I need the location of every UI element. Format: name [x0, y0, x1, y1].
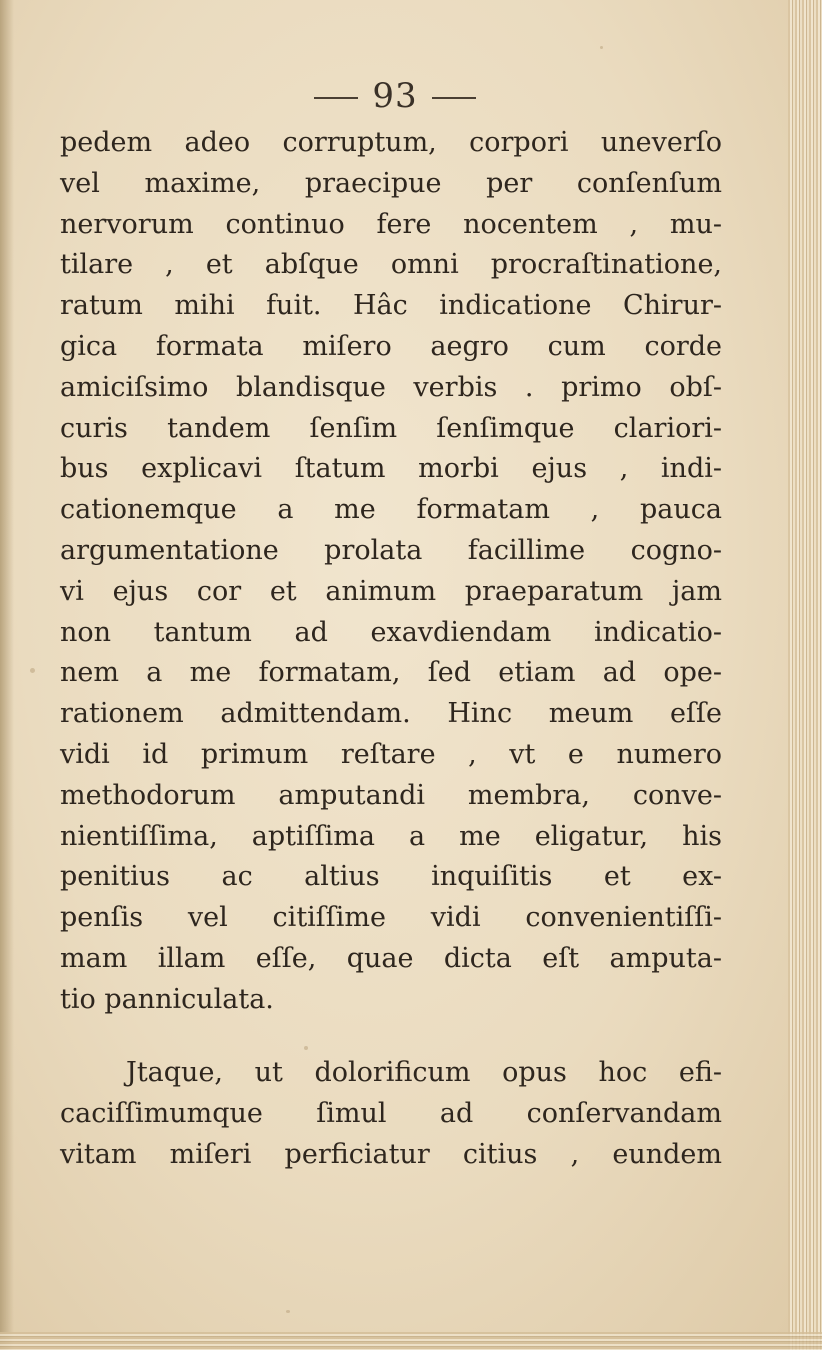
page-number: 93 [372, 76, 418, 116]
text-line: nem a me formatam, ſed etiam ad ope- [60, 657, 722, 689]
text-line: tilare , et abſque omni procraſtinatione, [60, 249, 722, 281]
text-line: bus explicavi ſtatum morbi ejus , indi- [60, 453, 722, 485]
text-line: vel maxime, praecipue per conſenſum [60, 167, 722, 199]
paper-speck [286, 1310, 290, 1313]
text-line: methodorum amputandi membra, conve- [60, 779, 722, 811]
text-line: amiciſsimo blandisque verbis . primo obſ- [60, 371, 722, 403]
header-right-dash [432, 97, 476, 99]
text-line: ratum mihi fuit. Hâc indicatione Chirur- [60, 290, 722, 322]
paragraph-2 [60, 1053, 722, 1175]
header-left-dash [314, 97, 358, 99]
text-line: pedem adeo corruptum, corpori uneverſo [60, 127, 722, 158]
text-line: non tantum ad exavdiendam indicatio- [60, 616, 722, 648]
text-line: Jtaque, ut dolorificum opus hoc efi- [126, 1057, 722, 1088]
paragraph-1 [60, 123, 722, 1021]
paper-speck [30, 668, 35, 673]
text-line: gica formata miſero aegro cum corde [60, 330, 722, 362]
page-edge-right [788, 0, 822, 1350]
paper-speck [600, 46, 603, 49]
text-line: rationem admittendam. Hinc meum eſſe [60, 698, 722, 730]
text-line: mam illam eſſe, quae dicta eſt amputa- [60, 942, 722, 974]
text-line: curis tandem ſenſim ſenſimque clariori- [60, 412, 722, 444]
paper-speck [304, 1046, 308, 1050]
page-edge-bottom [0, 1332, 822, 1350]
text-line: penſis vel citiſſime vidi convenientiſſi- [60, 902, 722, 934]
text-line: cationemque a me formatam , pauca [60, 494, 722, 526]
text-line: nientiſſima, aptiſſima a me eligatur, his [60, 820, 722, 852]
text-line: vitam miſeri perficiatur citius , eundem [60, 1138, 722, 1170]
text-line: argumentatione prolata facillime cogno- [60, 534, 722, 566]
page-header [0, 76, 790, 116]
text-line: vi ejus cor et animum praeparatum jam [60, 575, 722, 607]
text-line: caciſſimumque ſimul ad conſervandam [60, 1097, 722, 1129]
text-line: tio panniculata. [60, 983, 274, 1015]
text-line: vidi id primum reſtare , vt e numero [60, 738, 722, 770]
text-line: nervorum continuo fere nocentem , mu- [60, 208, 722, 240]
text-line: penitius ac altius inquiſitis et ex- [60, 861, 722, 893]
